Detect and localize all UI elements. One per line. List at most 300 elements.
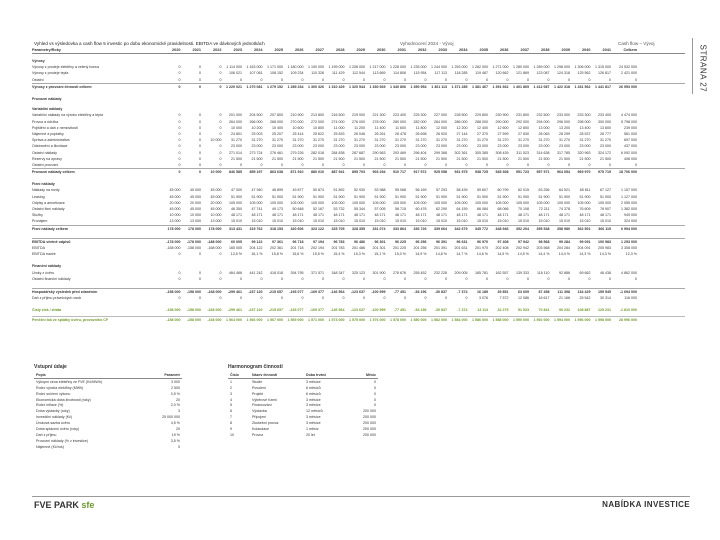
table-cell: 278 000: [372, 119, 386, 124]
table-cell: 0: [178, 113, 181, 118]
table-cell: 99 284: [559, 239, 570, 244]
table-cell: -169 377: [309, 289, 324, 294]
table-row: [32, 225, 685, 232]
schedule-activity: Projekt: [252, 391, 264, 396]
table-cell: 50 648: [292, 207, 304, 212]
table-cell: 314 638: [536, 150, 550, 155]
table-cell: 24 801: [231, 131, 242, 136]
table-cell: 355 548: [536, 226, 550, 231]
table-cell: 0: [219, 296, 222, 301]
table-cell: 23 000: [354, 144, 365, 149]
schedule-duration: 6 měsíců: [306, 391, 321, 396]
table-cell: 1 298 000: [554, 65, 570, 70]
column-header-year: 2029: [356, 47, 365, 52]
table-cell: 21 500: [456, 156, 468, 161]
row-label: EBITDA: [32, 245, 45, 250]
schedule-duration: 3 měsíce: [306, 379, 321, 384]
table-cell: 10 000: [210, 138, 222, 143]
parameter-name: Roční snížení výkonu: [36, 391, 71, 396]
table-cell: 123 087: [536, 71, 550, 76]
schedule-activity: Zkušební provoz: [252, 421, 279, 426]
table-cell: 45 000: [190, 188, 201, 193]
table-cell: 232 228: [434, 270, 447, 275]
table-cell: 105 000: [557, 200, 570, 205]
table-cell: 1 441 817: [595, 84, 611, 89]
table-cell: 10 200: [251, 125, 263, 130]
input-parameter-row: [34, 444, 182, 450]
row-label: Ostatní finanční náklady: [32, 276, 71, 281]
table-cell: 1 306 000: [574, 65, 591, 70]
table-cell: -299 461: [227, 308, 242, 313]
table-cell: 105 000: [434, 200, 447, 205]
table-cell: 371 571: [311, 270, 324, 275]
table-cell: 366 115: [598, 226, 611, 231]
table-cell: 21 500: [538, 156, 550, 161]
table-cell: 1 114 000: [226, 65, 242, 70]
table-cell: 46 350: [231, 207, 242, 212]
table-cell: 121 869: [516, 71, 529, 76]
table-cell: 210 900: [290, 113, 304, 118]
table-cell: 48 171: [231, 213, 242, 218]
table-cell: 23 000: [333, 144, 345, 149]
table-cell: 0: [445, 276, 447, 281]
table-cell: 51 900: [415, 194, 427, 199]
table-cell: 294 000: [536, 119, 550, 124]
table-cell: -123 637: [350, 289, 365, 294]
table-cell: 28 777: [600, 131, 611, 136]
table-cell: 178 000: [208, 226, 222, 231]
table-cell: 1 271 000: [492, 65, 509, 70]
table-cell: 0: [219, 119, 222, 124]
table-cell: 50 874: [313, 188, 324, 193]
table-cell: 13 000: [210, 219, 222, 224]
table-cell: 0: [178, 125, 181, 130]
table-cell: 106 021: [229, 71, 242, 76]
table-cell: 23 000: [538, 144, 550, 149]
schedule-row: [228, 432, 378, 438]
parameter-value: 3,5 %: [170, 438, 180, 443]
table-cell: 15,3 %: [353, 252, 365, 257]
table-cell: -146 564: [330, 308, 345, 313]
table-cell: -299 461: [227, 289, 242, 294]
table-cell: 27 599: [497, 131, 509, 136]
table-cell: 116 110: [537, 270, 550, 275]
table-cell: 201 256: [413, 245, 427, 250]
schedule-activity: Studie: [252, 379, 263, 384]
table-cell: 48 171: [313, 213, 324, 218]
table-cell: 31 270: [538, 138, 550, 143]
table-cell: 0: [219, 65, 222, 70]
table-cell: 1 199 000: [328, 65, 345, 70]
table-cell: 27 830: [518, 131, 529, 136]
table-cell: 15,6 %: [292, 252, 304, 257]
table-cell: 274 000: [331, 119, 345, 124]
table-cell: 98 568: [538, 239, 550, 244]
table-cell: 15 010: [374, 219, 386, 224]
table-cell: 51 900: [272, 194, 283, 199]
table-cell: 0: [465, 296, 468, 301]
schedule-month: 200 000: [363, 415, 376, 420]
table-cell: 358 980: [557, 226, 570, 231]
table-cell: 0: [322, 296, 324, 301]
table-cell: 887 941: [331, 170, 345, 175]
table-cell: 1 163 000: [246, 65, 263, 70]
table-cell: 99 122: [251, 239, 263, 244]
table-cell: 863 638: [270, 170, 283, 175]
table-cell: 0: [219, 77, 222, 82]
table-cell: 561 000: [624, 131, 637, 136]
table-cell: 0: [199, 138, 201, 143]
table-cell: 16 617: [538, 296, 550, 301]
table-cell: 1 594 000: [554, 318, 570, 323]
table-cell: 60 799: [497, 188, 509, 193]
table-cell: 53 988: [374, 188, 386, 193]
table-cell: 60 476: [415, 207, 427, 212]
table-cell: 279 226: [290, 150, 304, 155]
parameter-name: Roční inflace (%): [36, 403, 64, 408]
table-cell: 0: [199, 170, 201, 175]
table-cell: 15 010: [477, 219, 488, 224]
table-cell: 284 000: [434, 119, 447, 124]
table-cell: 231 800: [516, 113, 529, 118]
table-cell: 290 000: [495, 119, 509, 124]
table-cell: 1 382 000: [621, 207, 637, 212]
table-cell: 48 171: [354, 213, 365, 218]
table-cell: 233 400: [598, 113, 611, 118]
table-cell: 21 500: [292, 156, 304, 161]
table-cell: 0: [506, 276, 509, 281]
table-cell: 362 501: [577, 226, 591, 231]
table-cell: 255 452: [413, 270, 427, 275]
table-row: [32, 168, 685, 175]
table-cell: 125 562: [577, 71, 591, 76]
table-cell: -237 120: [248, 289, 263, 294]
table-cell: 201 225: [393, 245, 406, 250]
parameter-name: Úroková sazba úvěru: [36, 421, 70, 426]
table-cell: 13,5 %: [230, 252, 242, 257]
table-cell: 96 225: [395, 239, 406, 244]
table-cell: 14,8 %: [435, 252, 447, 257]
table-cell: 311 523: [516, 150, 529, 155]
table-cell: 202 408: [495, 245, 509, 250]
table-cell: 97 408: [497, 239, 509, 244]
table-cell: 15,1 %: [374, 252, 386, 257]
table-cell: 408 000: [624, 156, 637, 161]
table-cell: 21 500: [231, 156, 242, 161]
parameter-name: Doba splácení úvěru (roky): [36, 426, 80, 431]
table-cell: 0: [301, 276, 304, 281]
table-cell: -54 196: [414, 308, 427, 313]
table-cell: 320 963: [577, 150, 591, 155]
table-cell: 48 171: [395, 213, 406, 218]
table-cell: 201 301: [372, 245, 386, 250]
column-header-year: 2036: [500, 47, 509, 52]
table-cell: 14,4 %: [558, 252, 570, 257]
table-cell: 228 500: [454, 113, 468, 118]
table-cell: 12,3 %: [625, 252, 637, 257]
table-cell: 49 877: [292, 188, 304, 193]
table-cell: 0: [240, 162, 242, 167]
parameter-value: 3 000: [171, 379, 180, 384]
table-cell: 0: [199, 113, 201, 118]
table-cell: -77 451: [393, 308, 406, 313]
schedule-box: [228, 364, 378, 438]
parameter-name: Provozní náklady (% z investice): [36, 438, 88, 443]
table-cell: 15 010: [559, 219, 570, 224]
table-cell: 69 662: [579, 270, 591, 275]
table-cell: 64 521: [559, 188, 570, 193]
table-cell: 15 010: [354, 219, 365, 224]
table-cell: 1 580 000: [410, 318, 427, 323]
table-cell: 21 500: [354, 156, 365, 161]
table-cell: 48 171: [518, 213, 529, 218]
row-label: Výnosy: [32, 59, 45, 64]
row-label: Finanční náklady: [32, 264, 62, 269]
table-cell: 117 113: [434, 71, 447, 76]
table-cell: 0: [178, 156, 181, 161]
table-cell: 287 687: [352, 150, 365, 155]
table-cell: 70 108: [518, 207, 529, 212]
schedule-duration: 20 let: [306, 432, 315, 437]
schedule-month: 200 000: [363, 421, 376, 426]
table-cell: 23 000: [292, 144, 304, 149]
table-cell: 1 315 000: [595, 65, 611, 70]
schedule-activity: Výběrové řízení: [252, 397, 278, 402]
table-cell: 11 600: [395, 125, 406, 130]
schedule-month: 0: [374, 391, 376, 396]
table-cell: 336 726: [413, 226, 427, 231]
table-cell: 59 607: [477, 188, 488, 193]
parameter-value: 2,0 %: [170, 403, 180, 408]
table-cell: -215 657: [268, 289, 283, 294]
table-cell: 48 171: [497, 213, 509, 218]
table-cell: 51 900: [436, 194, 447, 199]
table-cell: -1 694 000: [619, 289, 637, 294]
table-cell: 0: [219, 125, 222, 130]
table-cell: 178 000: [188, 226, 201, 231]
table-cell: 964 054: [557, 170, 570, 175]
table-cell: 0: [240, 276, 242, 281]
table-cell: 15,4 %: [333, 252, 345, 257]
table-cell: 113 669: [372, 71, 386, 76]
table-cell: 15 010: [313, 219, 324, 224]
column-header-year: 2032: [418, 47, 427, 52]
schedule-month: 0: [374, 397, 376, 402]
table-cell: 24 532 000: [619, 65, 637, 70]
table-cell: 25 833: [333, 131, 345, 136]
table-cell: 51 900: [600, 194, 611, 199]
table-cell: 31 270: [497, 138, 509, 143]
table-cell: 903 294: [372, 170, 386, 175]
table-row: [32, 307, 685, 313]
table-cell: 74 378: [559, 207, 570, 212]
table-cell: 15,8 %: [271, 252, 283, 257]
table-cell: 201 970: [475, 245, 488, 250]
row-label: Provoz a údržba: [32, 119, 59, 124]
row-label: Výnosy z provozní činnosti celkem: [32, 84, 92, 89]
column-header-year: 2040: [582, 47, 591, 52]
table-cell: 105 000: [495, 200, 509, 205]
table-cell: 331 074: [372, 226, 386, 231]
table-cell: 51 900: [251, 194, 263, 199]
table-cell: 105 000: [372, 200, 386, 205]
row-label: EBITDA marže: [32, 252, 56, 257]
table-cell: 0: [527, 77, 529, 82]
schedule-number: 4: [230, 397, 232, 402]
input-parameters-box: [34, 364, 182, 450]
table-cell: 105 000: [577, 200, 591, 205]
table-cell: 23 000: [272, 144, 283, 149]
table-cell: 48 171: [374, 213, 386, 218]
table-cell: 278 676: [393, 270, 406, 275]
table-cell: 12 086: [518, 296, 529, 301]
schedule-activity: Povolení: [252, 385, 266, 390]
table-cell: 0: [445, 162, 447, 167]
table-cell: 58 439: [456, 188, 468, 193]
table-cell: 51 900: [313, 194, 324, 199]
table-cell: 0: [588, 276, 591, 281]
table-cell: 1 330 669: [369, 84, 386, 89]
table-cell: 1 592 000: [533, 318, 550, 323]
table-cell: 0: [260, 162, 263, 167]
table-cell: 25 003: [251, 131, 263, 136]
table-cell: 0: [404, 162, 406, 167]
table-cell: -158 000: [166, 289, 181, 294]
table-cell: 437 000: [624, 144, 637, 149]
table-cell: -168 000: [207, 308, 222, 313]
table-cell: 0: [178, 119, 181, 124]
table-cell: 23 000: [477, 144, 488, 149]
parameter-name: Investiční náklady (Kč): [36, 415, 73, 420]
table-cell: 118 285: [454, 71, 468, 76]
section-heading-vyvoj: Vyhodnocení 2024 - Vývoj: [400, 41, 454, 46]
table-cell: 1 596 000: [574, 318, 591, 323]
table-cell: 296 000: [557, 119, 570, 124]
table-cell: 30 314: [600, 296, 611, 301]
table-cell: 21 500: [251, 156, 263, 161]
schedule-month: 0: [374, 403, 376, 408]
table-cell: 108 152: [270, 71, 283, 76]
table-cell: 1 279 152: [267, 84, 283, 89]
table-cell: 45 000: [169, 194, 181, 199]
table-cell: 60 005: [231, 239, 242, 244]
table-cell: 0: [199, 119, 201, 124]
table-cell: 51 900: [374, 194, 386, 199]
table-cell: 0: [363, 276, 365, 281]
table-cell: 0: [281, 162, 283, 167]
side-divider: [692, 38, 693, 94]
table-cell: 111 398: [557, 289, 570, 294]
table-cell: 301 900: [372, 270, 386, 275]
table-cell: 204 091: [577, 245, 591, 250]
table-cell: 957 971: [536, 170, 550, 175]
table-cell: 105 000: [536, 200, 550, 205]
table-cell: 1 180 000: [287, 65, 304, 70]
table-cell: 25 622: [313, 131, 324, 136]
table-cell: 96 783: [333, 239, 345, 244]
table-cell: 0: [178, 276, 181, 281]
table-cell: 52 930: [354, 188, 365, 193]
table-cell: 31 270: [251, 138, 263, 143]
table-cell: -158 000: [186, 245, 201, 250]
table-cell: 0: [178, 77, 181, 82]
schedule-number: 9: [230, 426, 232, 431]
schedule-table: [228, 372, 378, 438]
table-cell: 0: [568, 77, 570, 82]
table-cell: 1 578 000: [390, 318, 406, 323]
table-cell: 51 900: [477, 194, 488, 199]
table-cell: 333 864: [393, 226, 406, 231]
table-cell: 31 270: [354, 138, 365, 143]
schedule-duration: 3 měsíce: [306, 397, 321, 402]
table-cell: 96 256: [415, 239, 427, 244]
table-cell: 96 301: [374, 239, 386, 244]
table-cell: 15,5 %: [312, 252, 324, 257]
table-cell: 31 270: [313, 138, 324, 143]
table-cell: 302 361: [454, 150, 468, 155]
table-cell: 204 122: [249, 245, 263, 250]
row-label: Ostatní provozní: [32, 162, 59, 167]
table-cell: 105 000: [516, 200, 529, 205]
table-cell: 0: [219, 276, 222, 281]
table-cell: 1 569 000: [287, 318, 304, 323]
table-cell: 300 000: [598, 119, 611, 124]
row-label: Náklady na mzdy: [32, 188, 60, 193]
page-title: Vyhled vs výsledovka a cash flow 5 investic po dobu ekonomické pravidelnosti. EBITDA ve dávkových jednotkách: [34, 41, 265, 46]
table-cell: 112 544: [352, 71, 365, 76]
table-cell: 45 000: [210, 188, 222, 193]
table-cell: 276 000: [352, 119, 365, 124]
parameter-name: Doba výstavby (roky): [36, 409, 70, 414]
table-cell: 1 220 021: [226, 84, 242, 89]
footer-document-title: NABÍDKA INVESTICE: [602, 500, 690, 509]
table-cell: 0: [178, 65, 181, 70]
table-cell: 51 900: [456, 194, 468, 199]
table-cell: 345 772: [475, 226, 488, 231]
table-cell: 31 270: [456, 138, 468, 143]
schedule-activity: Provoz: [252, 432, 264, 437]
table-cell: 0: [527, 162, 529, 167]
table-cell: 0: [486, 77, 488, 82]
column-header-year: 2037: [520, 47, 529, 52]
table-cell: 0: [404, 276, 406, 281]
row-label: Variabilní náklady: [32, 107, 63, 112]
table-cell: 27 144: [456, 131, 468, 136]
table-cell: 293 469: [393, 150, 406, 155]
table-cell: 317 785: [557, 150, 570, 155]
table-cell: 126 817: [598, 71, 611, 76]
table-cell: 1 310 429: [328, 84, 345, 89]
table-cell: 14,9 %: [415, 252, 427, 257]
table-cell: 51 523: [518, 308, 529, 313]
table-cell: 58 715: [395, 207, 406, 212]
table-cell: 1 208 000: [349, 65, 365, 70]
table-cell: 0: [486, 276, 488, 281]
table-cell: 0: [342, 77, 345, 82]
table-cell: 31 270: [415, 138, 427, 143]
table-cell: 1 381 467: [472, 84, 488, 89]
table-cell: 51 900: [231, 194, 242, 199]
table-cell: 0: [199, 150, 201, 155]
row-label: Nájemné a poplatky: [32, 131, 64, 136]
table-cell: 288 000: [475, 119, 488, 124]
table-cell: -158 000: [186, 289, 201, 294]
table-cell: 23 000: [436, 144, 447, 149]
table-cell: 105 000: [454, 200, 468, 205]
schedule-number: 10: [230, 432, 234, 437]
table-cell: 0: [363, 162, 365, 167]
table-cell: 46 438: [600, 270, 611, 275]
